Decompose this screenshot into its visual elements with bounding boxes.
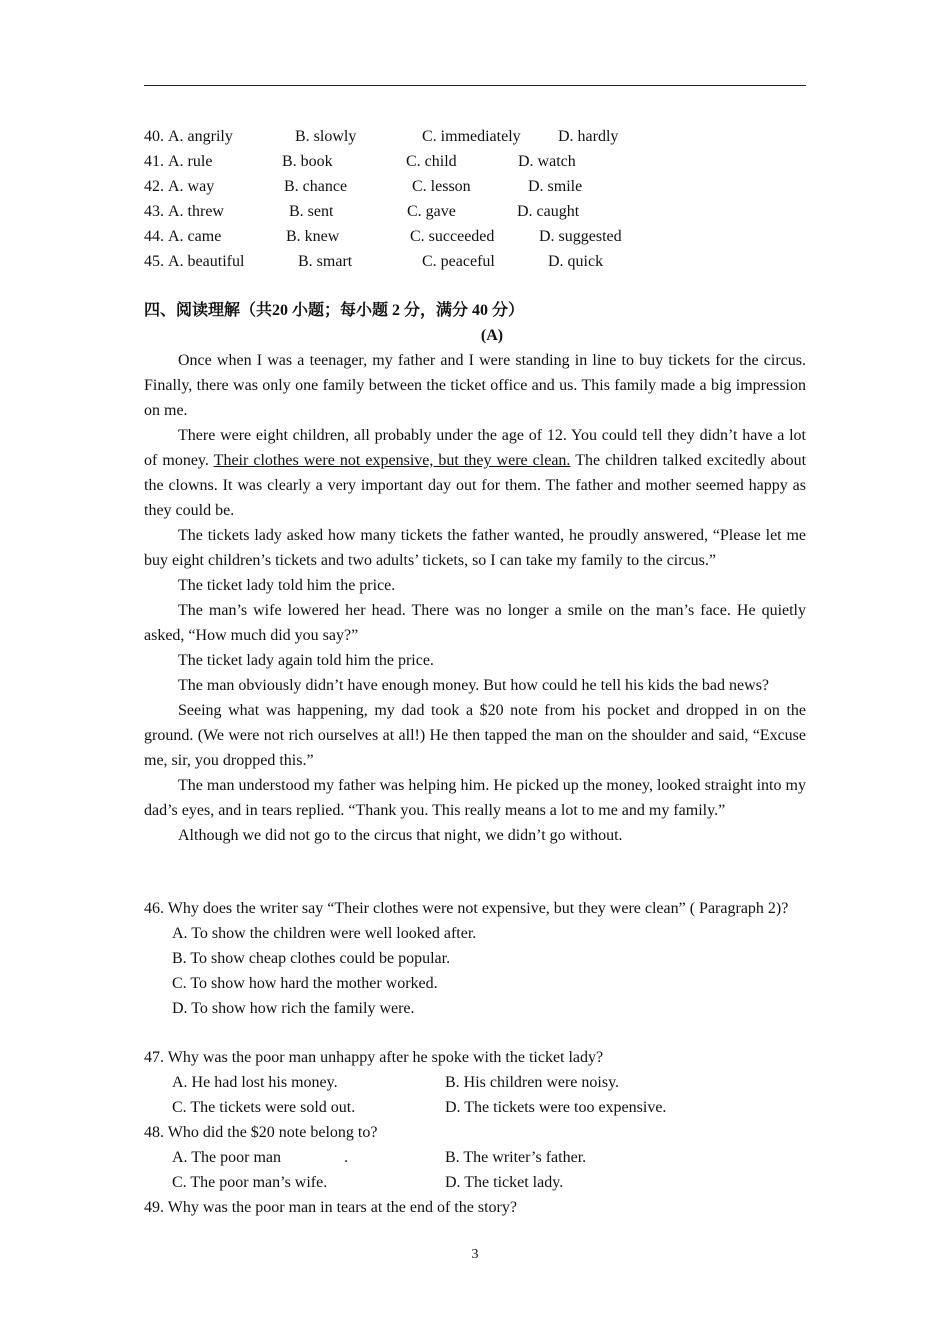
option-line	[144, 1095, 806, 1120]
question-text: 47. Why was the poor man unhappy after he spoke with the ticket lady?	[144, 1049, 604, 1066]
option-c: C. The poor man’s wife.	[172, 1174, 328, 1191]
option-b: B. To show cheap clothes could be popular.	[172, 950, 451, 967]
option-b: B. chance	[284, 178, 348, 195]
option-c: C. The tickets were sold out.	[172, 1099, 356, 1116]
option-a: A. angrily	[168, 128, 233, 145]
question-text: 49. Why was the poor man in tears at the end of the story?	[144, 1199, 517, 1216]
paragraph-8: Seeing what was happening, my dad took a $20 note from his pocket and dropped in on the ground. (We were not rich ourselves at all!) He then tapped the man on the shoulder and said, “Excuse me, sir, you dropped this.”	[144, 702, 806, 769]
question-number: 42.	[144, 178, 164, 195]
question-number: 43.	[144, 203, 164, 220]
reading-passage	[144, 348, 806, 848]
option-c: C. To show how hard the mother worked.	[172, 975, 438, 992]
option-line	[144, 1170, 806, 1195]
section-title: 四、阅读理解（共20 小题；每小题 2 分，满分 40 分）	[144, 302, 525, 319]
option-a: A. He had lost his money.	[172, 1074, 338, 1091]
option-a: A. came	[168, 228, 222, 245]
question-46	[144, 896, 806, 1021]
option-d: D. smile	[528, 178, 583, 195]
option-d: D. caught	[517, 203, 580, 220]
question-number: 40.	[144, 128, 164, 145]
question-number: 44.	[144, 228, 164, 245]
option-c: C. succeeded	[410, 228, 495, 245]
option-line	[144, 1070, 806, 1095]
option-b: B. slowly	[295, 128, 357, 145]
option-d: D. suggested	[539, 228, 622, 245]
underlined-sentence: Their clothes were not expensive, but they were clean.	[213, 452, 571, 469]
option-c: C. gave	[407, 203, 456, 220]
option-d: D. quick	[548, 253, 604, 270]
option-b: B. knew	[286, 228, 340, 245]
option-d: D. To show how rich the family were.	[172, 1000, 415, 1017]
option-b: B. book	[282, 153, 333, 170]
option-c: C. child	[406, 153, 457, 170]
paragraph-10: Although we did not go to the circus that night, we didn’t go without.	[178, 827, 623, 844]
option-c: C. peaceful	[422, 253, 495, 270]
paragraph-4: The ticket lady told him the price.	[178, 577, 396, 594]
option-d: D. The tickets were too expensive.	[445, 1099, 667, 1116]
paragraph-6: The ticket lady again told him the price.	[178, 652, 434, 669]
paragraph-7: The man obviously didn’t have enough money. But how could he tell his kids the bad news?	[178, 677, 770, 694]
question-47	[144, 1045, 806, 1120]
option-d: D. The ticket lady.	[445, 1174, 564, 1191]
question-number: 45.	[144, 253, 164, 270]
option-b: B. His children were noisy.	[445, 1074, 620, 1091]
option-a: A. beautiful	[168, 253, 245, 270]
question-text: 46. Why does the writer say “Their clothes were not expensive, but they were clean” ( Paragraph 2)?	[144, 900, 789, 917]
paragraph-3: The tickets lady asked how many tickets the father wanted, he proudly answered, “Please let me buy eight children’s tickets and two adults’ tickets, so I can take my family to the circus.”	[144, 527, 806, 569]
option-b: B. sent	[289, 203, 334, 220]
question-49	[144, 1195, 806, 1220]
paragraph-9: The man understood my father was helping him. He picked up the money, looked straight into my dad’s eyes, and in tears replied. “Thank you. This really means a lot to me and my family.”	[144, 777, 806, 819]
option-d: D. hardly	[558, 128, 619, 145]
page-number: 3	[471, 1247, 479, 1262]
option-c: C. immediately	[422, 128, 521, 145]
option-b: B. smart	[298, 253, 353, 270]
question-number: 41.	[144, 153, 164, 170]
paragraph-2: There were eight children, all probably under the age of 12. You could tell they didn’t have a lot of money. Their clothes were not expensive, but they were clean. The children talked excitedly about the clowns. It was clearly a very important day out for them. The father and mother seemed happy as they could be.	[144, 427, 807, 519]
passage-label: (A)	[480, 327, 504, 344]
paragraph-1: Once when I was a teenager, my father and I were standing in line to buy tickets for the circus. Finally, there was only one family between the ticket office and us. This family made a big impression on me.	[144, 352, 806, 419]
question-48	[144, 1120, 806, 1195]
option-a: A. threw	[168, 203, 224, 220]
option-line	[144, 1145, 806, 1170]
paragraph-5: The man’s wife lowered her head. There was no longer a smile on the man’s face. He quietly asked, “How much did you say?”	[144, 602, 806, 644]
option-a: A. The poor man	[172, 1149, 282, 1166]
option-a: A. rule	[168, 153, 213, 170]
option-a: A. To show the children were well looked after.	[172, 925, 477, 942]
question-text: 48. Who did the $20 note belong to?	[144, 1124, 378, 1141]
option-c: C. lesson	[412, 178, 471, 195]
option-a-dot: .	[344, 1149, 348, 1166]
option-d: D. watch	[518, 153, 576, 170]
header-rule	[144, 85, 806, 86]
option-b: B. The writer’s father.	[445, 1149, 587, 1166]
option-a: A. way	[168, 178, 215, 195]
